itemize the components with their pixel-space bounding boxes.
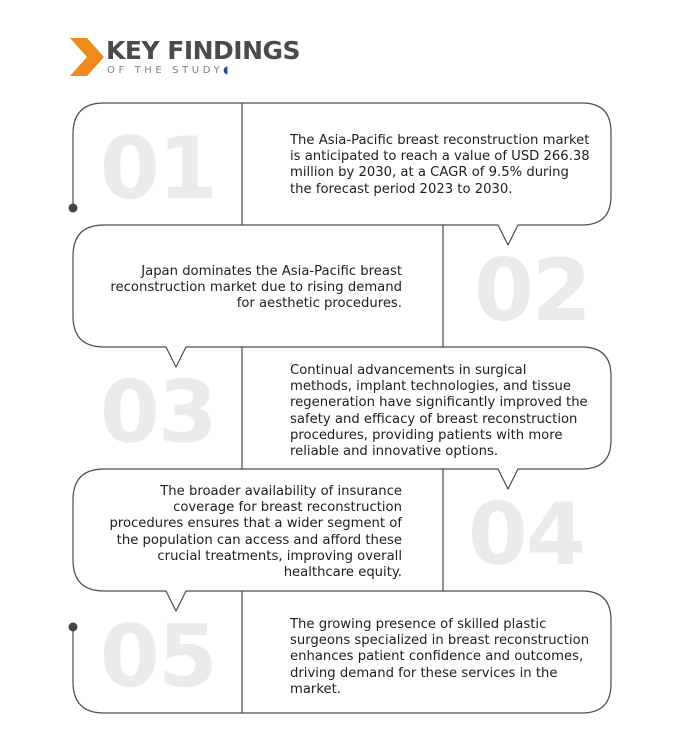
finding-number-03: 03 <box>100 363 216 463</box>
finding-text-03: Continual advancements in surgical methods, implant technologies, and tissue regeneration have significantly improved the safety and efficacy of breast reconstruction procedures, providing patients with more reliable and innovative options. <box>290 363 588 460</box>
finding-number-04: 04 <box>468 485 584 585</box>
finding-text-04: The broader availability of insurance coverage for breast reconstruction procedures ensures that a wider segment of the population can access and afford these crucial treatments, improving overall healthcare equity. <box>109 484 402 581</box>
finding-number-05: 05 <box>100 607 216 707</box>
finding-text-02: Japan dominates the Asia-Pacific breast reconstruction market due to rising demand for aesthetic procedures. <box>110 264 402 312</box>
page-title: KEY FINDINGS <box>106 36 301 65</box>
finding-number-01: 01 <box>100 119 216 219</box>
finding-text-05: The growing presence of skilled plastic surgeons specialized in breast reconstruction enhances patient confidence and outcomes, driving demand for these services in the market. <box>290 617 590 697</box>
finding-text-01: The Asia-Pacific breast reconstruction market is anticipated to reach a value of USD 266.38 million by 2030, at a CAGR of 9.5% during the forecast period 2023 to 2030. <box>290 133 590 197</box>
timeline-end-dot <box>69 623 78 632</box>
subtitle-dot-icon: ◖ <box>223 65 229 76</box>
timeline-start-dot <box>69 204 78 213</box>
finding-number-02: 02 <box>474 241 590 341</box>
page-subtitle-text: OF THE STUDY <box>107 65 224 76</box>
